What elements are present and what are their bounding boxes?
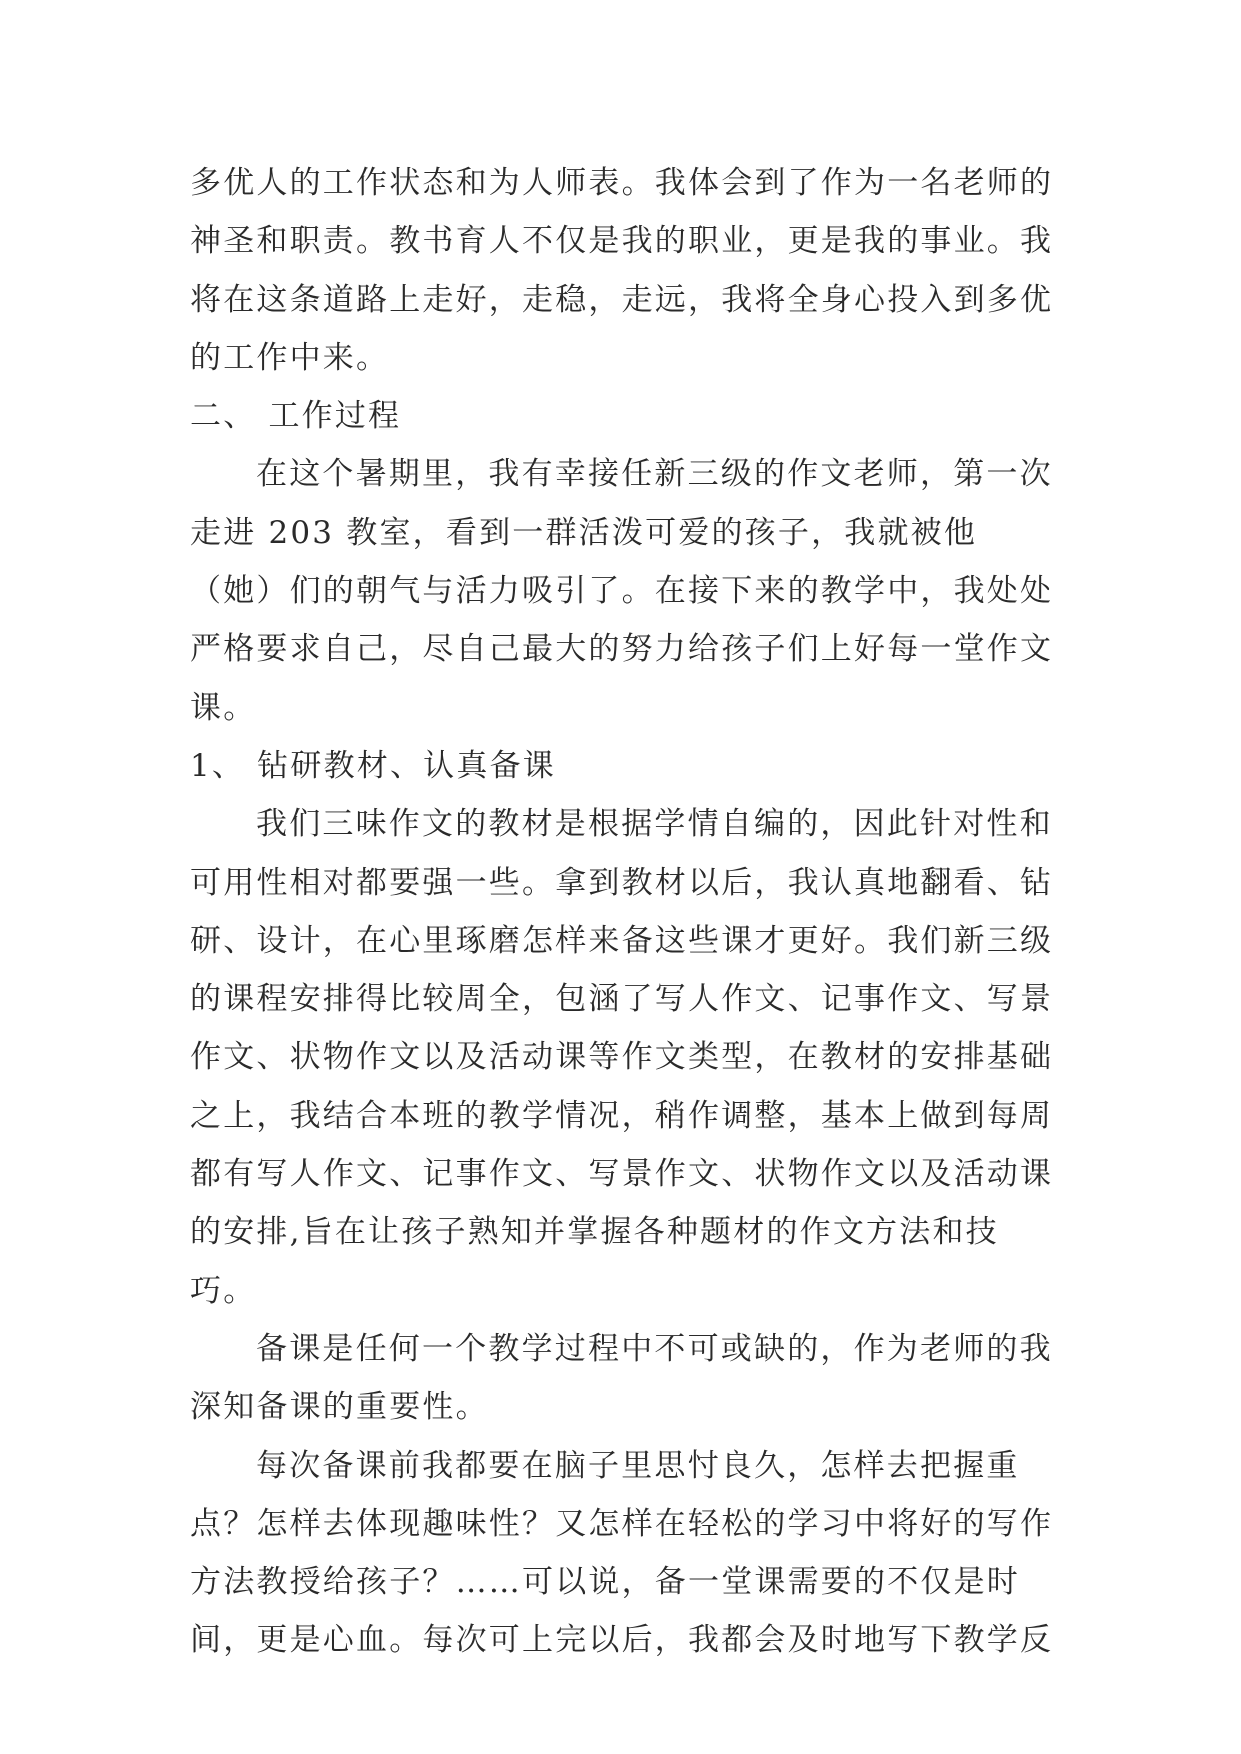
paragraph-intro-continued: 多优人的工作状态和为人师表。我体会到了作为一名老师的神圣和职责。教书育人不仅是我的职业，更是我的事业。我将在这条道路上走好，走稳，走远，我将全身心投入到多优的工作中来。 — [190, 165, 1054, 376]
paragraph-summer-teaching: 在这个暑期里，我有幸接任新三级的作文老师，第一次走进 203 教室，看到一群活泼可爱的孩子，我就被他（她）们的朝气与活力吸引了。在接下来的教学中，我处处严格要求自己，尽自己最大的努力给孩子们上好每一堂作文课。 — [190, 456, 1054, 726]
document-body — [190, 154, 1060, 1670]
paragraph-prep-importance: 备课是任何一个教学过程中不可或缺的，作为老师的我深知备课的重要性。 — [190, 1330, 1053, 1426]
paragraph-prep-reflection: 每次备课前我都要在脑子里思忖良久，怎样去把握重点？怎样去体现趣味性？又怎样在轻松的学习中将好的写作方法教授给孩子？……可以说，备一堂课需要的不仅是时间，更是心血。每次可上完以后，我都会及时地写下教学反 — [190, 1447, 1054, 1659]
paragraph-textbook-study: 我们三味作文的教材是根据学情自编的，因此针对性和可用性相对都要强一些。拿到教材以后，我认真地翻看、钻研、设计，在心里琢磨怎样来备这些课才更好。我们新三级的课程安排得比较周全，包涵了写人作文、记事作文、写景作文、状物作文以及活动课等作文类型，在教材的安排基础之上，我结合本班的教学情况，稍作调整，基本上做到每周都有写人作文、记事作文、写景作文、状物作文以及活动课的安排,旨在让孩子熟知并掌握各种题材的作文方法和技巧。 — [190, 806, 1054, 1309]
subsection-heading-lesson-prep: 1、 钻研教材、认真备课 — [190, 747, 556, 784]
section-heading-work-process: 二、 工作过程 — [190, 398, 402, 435]
